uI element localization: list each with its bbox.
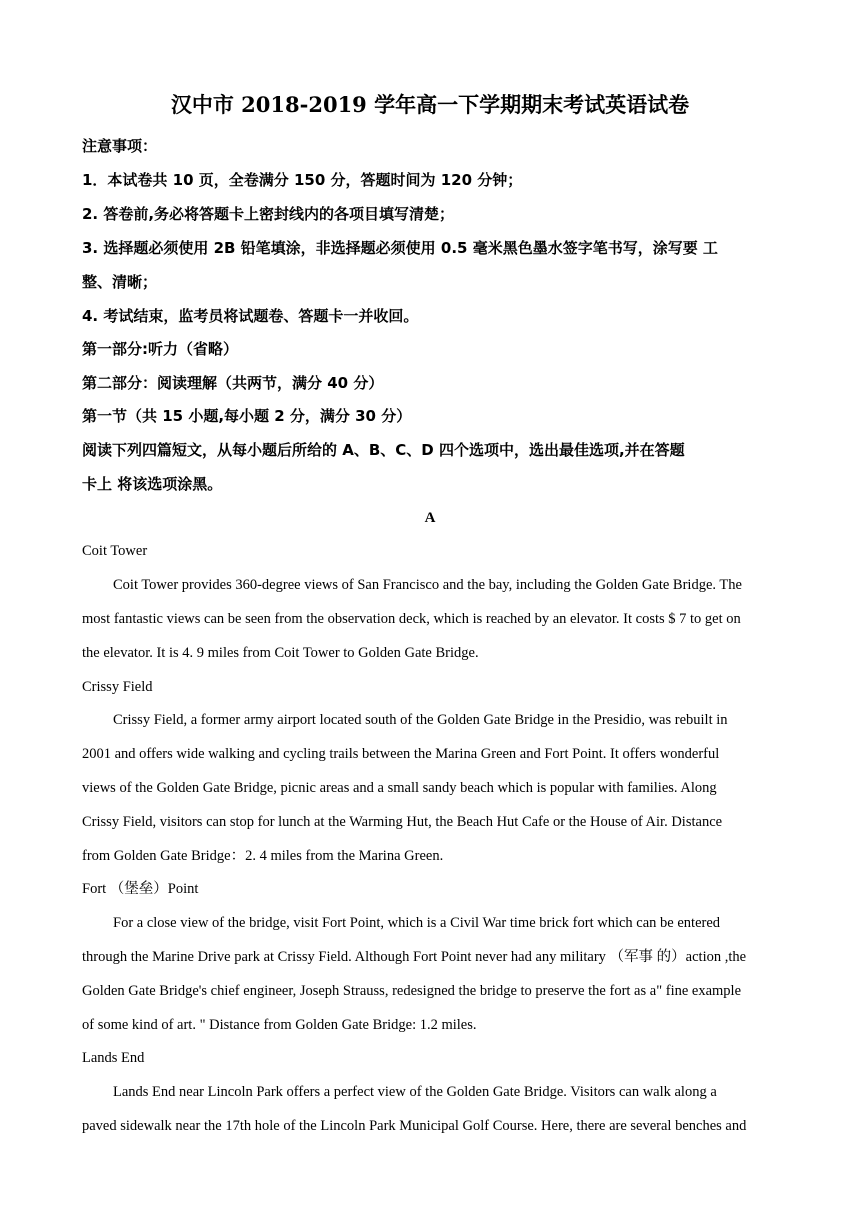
passage-heading: Coit Tower <box>82 543 148 559</box>
instruction-line: 1．本试卷共 10 页，全卷满分 150 分，答题时间为 120 分钟； <box>82 171 523 189</box>
passage-line: Crissy Field, visitors can stop for lunch at the Warming Hut, the Beach Hut Cafe or the House of Air. Distance <box>82 814 723 830</box>
instruction-line: 阅读下列四篇短文，从每小题后所给的 A、B、C、D 四个选项中，选出最佳选项,并在答题 <box>82 441 685 459</box>
passage-line: For a close view of the bridge, visit Fort Point, which is a Civil War time brick fort which can be entered <box>113 915 721 931</box>
passage-line: Lands End near Lincoln Park offers a perfect view of the Golden Gate Bridge. Visitors can walk along a <box>113 1084 717 1100</box>
instruction-line: 第一部分:听力（省略） <box>82 340 238 358</box>
instruction-line: 3. 选择题必须使用 2B 铅笔填涂，非选择题必须使用 0.5 毫米黑色墨水签字笔书写，涂写要 工 <box>82 239 718 257</box>
instruction-line: 整、清晰； <box>82 273 158 291</box>
passage-heading: Crissy Field <box>82 679 153 695</box>
passage-line: of some kind of art. " Distance from Golden Gate Bridge: 1.2 miles. <box>82 1017 477 1033</box>
passage-line: Golden Gate Bridge's chief engineer, Joseph Strauss, redesigned the bridge to preserve the fort as a" fine example <box>82 983 742 999</box>
instruction-line: 4. 考试结束，监考员将试题卷、答题卡一并收回。 <box>82 307 419 325</box>
exam-title: 汉中市 2018-2019 学年高一下学期期末考试英语试卷 <box>170 92 690 117</box>
passage-line: paved sidewalk near the 17th hole of the Lincoln Park Municipal Golf Course. Here, there are several benches and <box>82 1118 747 1134</box>
instruction-line: 卡上 将该选项涂黑。 <box>82 475 223 493</box>
passage-line: 2001 and offers wide walking and cycling trails between the Marina Green and Fort Point. It offers wonderful <box>82 746 720 762</box>
passage-line: through the Marine Drive park at Crissy Field. Although Fort Point never had any military （军事 的）action ,the <box>82 949 747 965</box>
passage-line: Crissy Field, a former army airport located south of the Golden Gate Bridge in the Presidio, was rebuilt in <box>113 712 728 728</box>
instruction-line: 第一节（共 15 小题,每小题 2 分，满分 30 分） <box>82 407 412 425</box>
passage-line: from Golden Gate Bridge：2. 4 miles from the Marina Green. <box>82 848 444 864</box>
passage-heading: Fort （堡垒）Point <box>82 881 199 897</box>
section-label: A <box>424 510 436 526</box>
passage-heading: Lands End <box>82 1050 145 1066</box>
passage-line: the elevator. It is 4. 9 miles from Coit Tower to Golden Gate Bridge. <box>82 645 479 661</box>
instruction-line: 第二部分：阅读理解（共两节，满分 40 分） <box>82 374 384 392</box>
instruction-line: 2. 答卷前,务必将答题卡上密封线内的各项目填写清楚； <box>82 205 455 223</box>
passage-line: views of the Golden Gate Bridge, picnic areas and a small sandy beach which is popular with families. Along <box>82 780 717 796</box>
passage-line: Coit Tower provides 360-degree views of San Francisco and the bay, including the Golden Gate Bridge. The <box>113 577 742 593</box>
instruction-line: 注意事项： <box>82 137 158 155</box>
passage-line: most fantastic views can be seen from the observation deck, which is reached by an elevator. It costs $ 7 to get on <box>82 611 741 627</box>
